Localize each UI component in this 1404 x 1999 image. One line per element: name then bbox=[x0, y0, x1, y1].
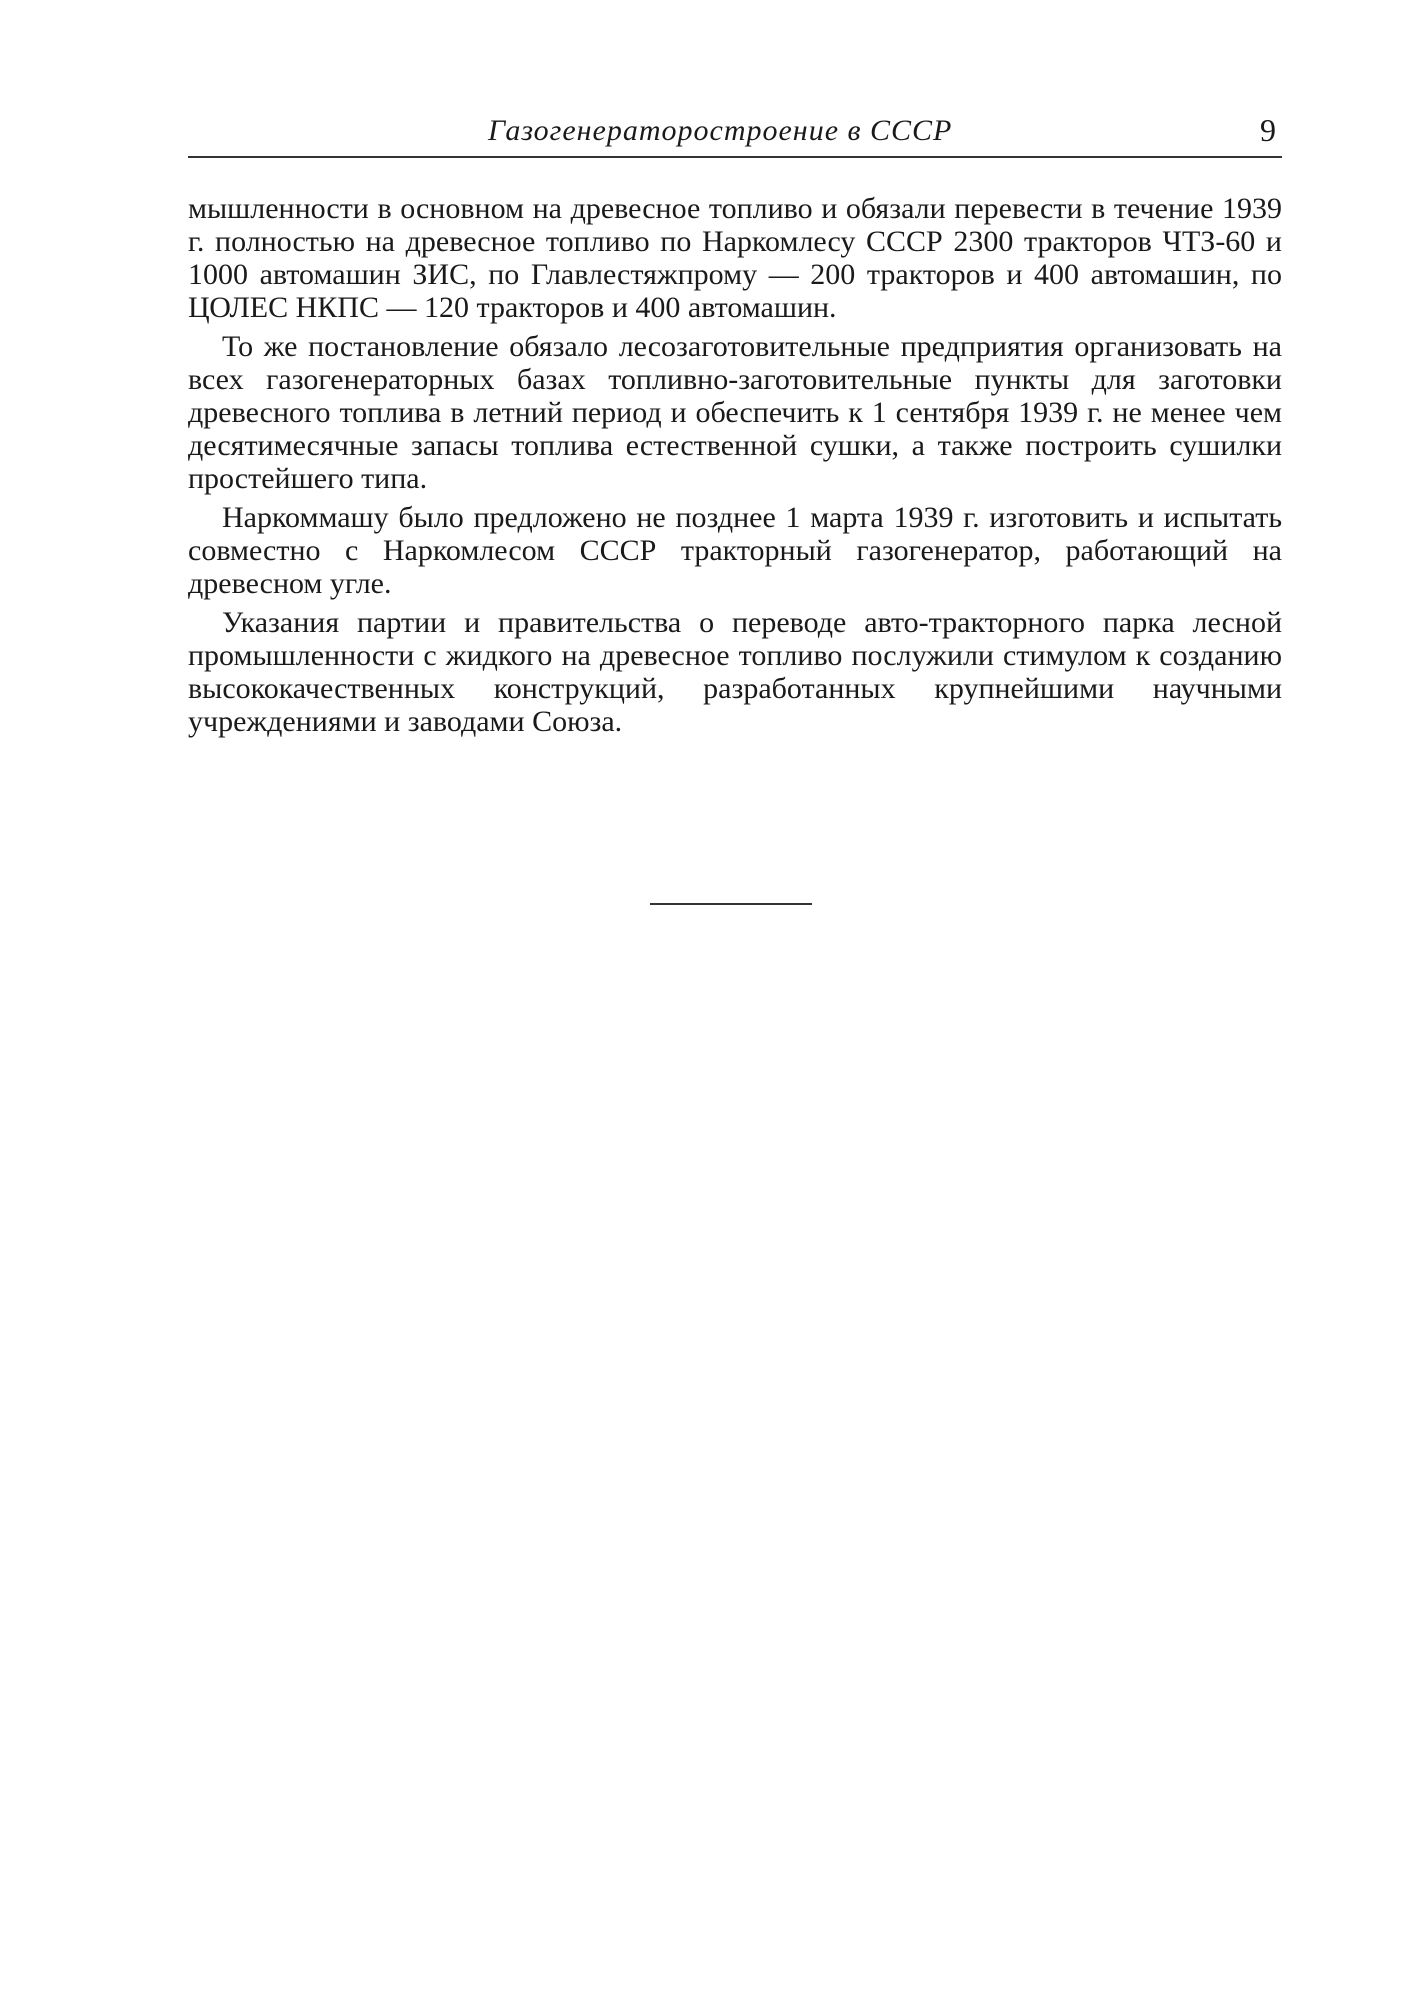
running-title: Газогенераторостроение в СССР bbox=[488, 114, 953, 147]
paragraph-3: Наркоммашу было предложено не позднее 1 марта 1939 г. изготовить и испытать совместно с Наркомлесом СССР тракторный газогенератор, работающий на древесном угле. bbox=[188, 501, 1282, 600]
running-header bbox=[188, 110, 1282, 158]
body-text bbox=[188, 192, 1282, 744]
paragraph-2: То же постановление обязало лесозаготовительные предприятия организовать на всех газогенераторных базах топливно-заготовительные пункты для заготовки древесного топлива в летний период и обеспечить к 1 сентября 1939 г. не менее чем десятимесячные запасы топлива естественной сушки, а также построить сушилки простейшего типа. bbox=[188, 330, 1282, 495]
paragraph-4: Указания партии и правительства о переводе авто-тракторного парка лесной промышленности с жидкого на древесное топливо послужили стимулом к созданию высококачественных конструкций, разработанных крупнейшими научными учреждениями и заводами Союза. bbox=[188, 606, 1282, 738]
section-end-rule bbox=[650, 903, 812, 905]
paragraph-1: мышленности в основном на древесное топливо и обязали перевести в течение 1939 г. полностью на древесное топливо по Наркомлесу СССР 2300 тракторов ЧТЗ-60 и 1000 автомашин ЗИС, по Главлестяжпрому — 200 тракторов и 400 автомашин, по ЦОЛЕС НКПС — 120 тракторов и 400 автомашин. bbox=[188, 192, 1282, 324]
page-number: 9 bbox=[1260, 112, 1276, 148]
